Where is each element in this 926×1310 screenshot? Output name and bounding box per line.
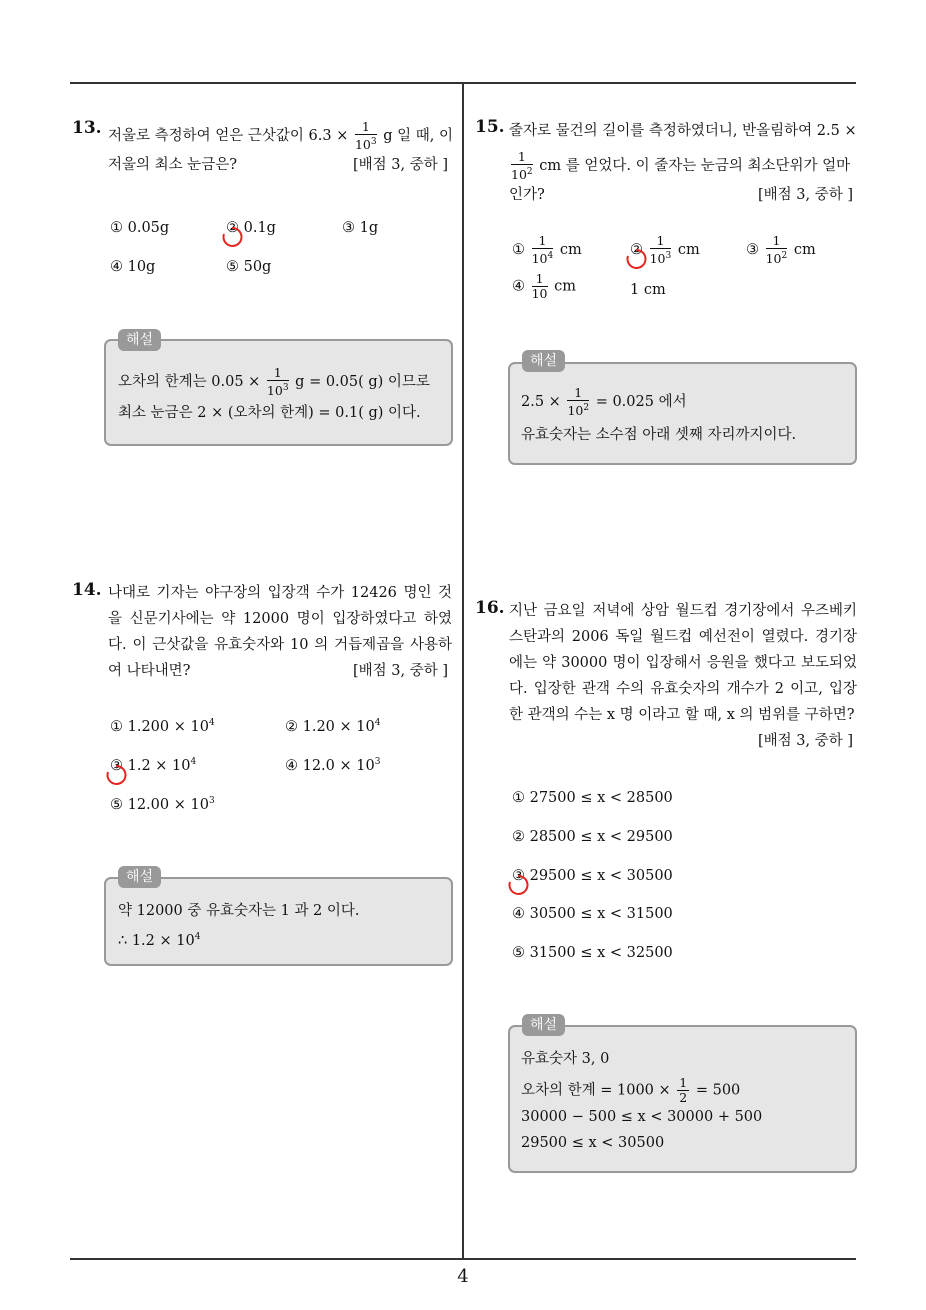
red-circle-icon (507, 874, 529, 896)
q13-text-pre: 저울로 측정하여 얻은 근삿값이 6.3 × (108, 128, 349, 145)
q15-fraction: $\frac{1}{10^2}$ (511, 149, 533, 183)
q13-text (108, 120, 452, 178)
q14-number: 14. (72, 580, 102, 600)
red-circle-icon (105, 764, 127, 786)
q15-number: 15. (475, 117, 505, 137)
q14-choice-1[interactable]: ① $1.200 \times 10^4$ (110, 718, 215, 735)
q14-solution-line2: ∴ $1.2 \times 10^4$ (118, 932, 201, 949)
q16-choice-2[interactable]: ② 28500 ≤ x < 29500 (512, 829, 673, 845)
bottom-rule (70, 1258, 856, 1260)
column-divider (462, 82, 464, 1260)
q15-choice-4[interactable]: ④ $\frac{1}{10}$ cm (512, 271, 576, 301)
q14-choice-3[interactable]: ③ $1.2 \times 10^4$ (110, 757, 196, 774)
q14-choice-4[interactable]: ④ $12.0 \times 10^3$ (285, 757, 381, 774)
q13-choice-3[interactable]: ③ 1g (342, 220, 379, 236)
q16-solution-line4: 29500 ≤ x < 30500 (521, 1135, 665, 1151)
q13-fraction: $\frac{1}{10^3}$ (354, 119, 377, 153)
q16-choice-4[interactable]: ④ 30500 ≤ x < 31500 (512, 906, 673, 922)
q16-solution-tag: 해설 (522, 1014, 565, 1036)
q15-choice-5[interactable]: 1 cm (630, 282, 666, 298)
q16-text: 지난 금요일 저녁에 상암 월드컵 경기장에서 우즈베키스탄과의 2006 독일 월드컵 예선전이 열렸다. 경기장에는 약 30000 명이 입장해서 응원을 했다고 보도되었다. 입장한 관객 수의 유효숫자의 개수가 2 이고, 입장한 관객의 수는 x 명 이라고 할 때, x 의 범위를 구하면? [배점 3, 중하 ] (509, 598, 857, 754)
q15-text-line2: cm 를 얻었다. 이 줄자는 눈금의 최소단위가 얼마 (539, 158, 851, 175)
q14-solution-tag: 해설 (118, 866, 161, 888)
q13-number: 13. (72, 118, 102, 138)
q15-solution-tag: 해설 (522, 350, 565, 372)
q13-choice-2[interactable]: ② 0.1g (226, 220, 276, 236)
q13-choice-5[interactable]: ⑤ 50g (226, 259, 272, 275)
q14-meta: [배점 3, 중하 ] (352, 663, 448, 679)
q15-choice-2[interactable]: ② $\frac{1}{10^3}$ cm (630, 234, 700, 266)
q13-choice-1[interactable]: ① 0.05g (110, 220, 170, 236)
q16-solution-line3: 30000 − 500 ≤ x < 30000 + 500 (521, 1109, 763, 1125)
q13-solution-tag: 해설 (118, 329, 161, 351)
q16-solution-line2: 오차의 한계 = 1000 × $\frac{1}{2}$ = 500 (521, 1075, 741, 1105)
q13-text-post: g 일 때, 이 (383, 128, 453, 145)
q16-number: 16. (475, 598, 505, 618)
red-circle-icon (221, 226, 243, 248)
q14-choice-5[interactable]: ⑤ $12.00 \times 10^3$ (110, 796, 215, 813)
q15-choice-1[interactable]: ① $\frac{1}{10^4}$ cm (512, 233, 582, 267)
q13-solution-line2: 최소 눈금은 2 × (오차의 한계) = 0.1( g) 이다. (118, 405, 421, 421)
red-circle-icon (625, 248, 647, 270)
q15-solution-fraction: $\frac{1}{10^2}$ (567, 385, 590, 419)
q16-choice-1[interactable]: ① 27500 ≤ x < 28500 (512, 790, 673, 806)
page-number: 4 (457, 1266, 469, 1287)
q16-solution-fraction: $\frac{1}{2}$ (679, 1075, 688, 1105)
q15-text-line3: 인가? (509, 187, 545, 204)
q16-solution-line1: 유효숫자 3, 0 (521, 1051, 610, 1067)
q16-meta: [배점 3, 중하 ] (757, 733, 853, 749)
q15-text (509, 118, 857, 208)
q14-solution-line1: 약 12000 중 유효숫자는 1 과 2 이다. (118, 903, 360, 919)
q14-choice-2[interactable]: ② $1.20 \times 10^4$ (285, 718, 381, 735)
q13-text-line2: 저울의 최소 눈금은? (108, 157, 238, 174)
q16-choice-3[interactable]: ③ 29500 ≤ x < 30500 (512, 868, 673, 884)
q16-choice-5[interactable]: ⑤ 31500 ≤ x < 32500 (512, 945, 673, 961)
q15-choice-3[interactable]: ③ $\frac{1}{10^2}$ cm (746, 233, 816, 267)
q13-solution-line1: 오차의 한계는 0.05 × $\frac{1}{10^3}$ g = 0.05( g) 이므로 (118, 365, 430, 399)
q13-solution-fraction: $\frac{1}{10^3}$ (266, 365, 289, 399)
q13-choice-4[interactable]: ④ 10g (110, 259, 156, 275)
q14-text: 나대로 기자는 야구장의 입장객 수가 12426 명인 것을 신문기사에는 약 12000 명이 입장하였다고 하였다. 이 근삿값을 유효숫자와 10 의 거듭제곱을 사용하여 나타내면? [배점 3, 중하 ] (108, 580, 452, 684)
q15-solution-line1: 2.5 × $\frac{1}{10^2}$ = 0.025 에서 (521, 385, 687, 419)
q15-solution-line2: 유효숫자는 소수점 아래 셋째 자리까지이다. (521, 427, 797, 443)
q13-meta: [배점 3, 중하 ] (352, 157, 448, 174)
q15-text-line1: 줄자로 물건의 길이를 측정하였더니, 반올림하여 2.5 × (509, 123, 857, 139)
q15-meta: [배점 3, 중하 ] (757, 187, 853, 204)
